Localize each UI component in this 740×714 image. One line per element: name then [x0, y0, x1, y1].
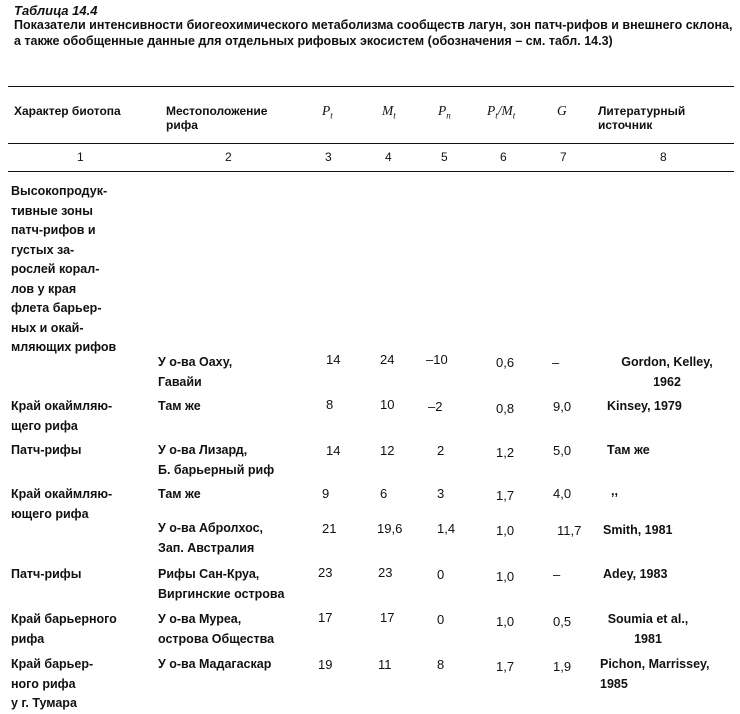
cell-location: Там же [158, 487, 201, 501]
cell-mt: 11 [378, 657, 392, 672]
cell-pn: 1,4 [437, 521, 456, 536]
cell-g: – [552, 355, 560, 370]
cell-pn: –2 [428, 399, 443, 414]
cell-location: У о-ва Оаху, Гавайи [158, 355, 233, 389]
cell-source: Soumia et al., 1981 [607, 612, 689, 646]
cell-source: Pichon, Marrissey, 1985 [600, 657, 710, 691]
cell-pt: 14 [326, 352, 341, 367]
cell-pt: 23 [318, 565, 333, 580]
cell-location: У о-ва Лизард, Б. барьерный риф [158, 443, 275, 477]
cell-biotope: Край окаймляю- ющего рифа [11, 487, 113, 521]
cell-pt: 19 [318, 657, 333, 672]
cell-pt: 21 [322, 521, 337, 536]
header-divider [8, 143, 734, 144]
cell-mt: 23 [378, 565, 393, 580]
cell-location: Там же [158, 399, 201, 413]
table-caption: Показатели интенсивности биогеохимического метаболизма сообществ лагун, зон патч-рифов и внешнего склона, а также обобщенные данные для отдельных рифовых экосистем (обозначения – см. табл. 14.3) [14, 18, 733, 48]
table-label: Таблица 14.4 [14, 3, 98, 18]
header-pt-mt: $P_t/M_t$ [487, 103, 516, 121]
cell-g: 11,7 [557, 523, 582, 538]
column-number-2: 2 [225, 150, 232, 164]
cell-pt-mt: 0,8 [496, 401, 515, 416]
cell-g: – [553, 567, 561, 582]
column-number-1: 1 [77, 150, 84, 164]
header-biotope: Характер биотопа [14, 104, 121, 118]
cell-pt-mt: 1,7 [496, 659, 515, 674]
column-number-8: 8 [660, 150, 667, 164]
cell-biotope: Патч-рифы [11, 567, 82, 581]
cell-biotope: Край барьерного рифа [11, 612, 117, 646]
cell-source: Smith, 1981 [603, 523, 673, 537]
cell-pt-mt: 1,0 [496, 614, 515, 629]
cell-pn: –10 [426, 352, 448, 367]
cell-mt: 6 [380, 486, 388, 501]
cell-pn: 0 [437, 612, 445, 627]
cell-source: Adey, 1983 [603, 567, 668, 581]
cell-location: У о-ва Мадагаскар [158, 657, 272, 671]
header-pt: $P_t$ [322, 103, 333, 121]
cell-biotope: Край окаймляю- щего рифа [11, 399, 113, 433]
cell-g: 9,0 [553, 399, 572, 414]
cell-biotope: Патч-рифы [11, 443, 82, 457]
cell-pn: 3 [437, 486, 445, 501]
cell-pn: 2 [437, 443, 445, 458]
cell-pt-mt: 1,2 [496, 445, 515, 460]
cell-pt: 14 [326, 443, 341, 458]
column-number-4: 4 [385, 150, 392, 164]
cell-g: 4,0 [553, 486, 572, 501]
cell-pn: 0 [437, 567, 445, 582]
cell-pt: 8 [326, 397, 334, 412]
cell-source: Kinsey, 1979 [607, 399, 682, 413]
header-mt: $M_t$ [382, 103, 396, 121]
cell-pt-mt: 1,7 [496, 488, 515, 503]
column-number-5: 5 [441, 150, 448, 164]
cell-source: Там же [607, 443, 650, 457]
cell-location: У о-ва Муреа, острова Общества [158, 612, 275, 646]
cell-mt: 10 [380, 397, 395, 412]
cell-mt: 12 [380, 443, 395, 458]
cell-source: ,, [611, 484, 618, 498]
column-number-divider [8, 171, 734, 172]
cell-location: Рифы Сан-Круа, Виргинские острова [158, 567, 285, 601]
header-source: Литературный источник [598, 104, 686, 132]
cell-pt: 17 [318, 610, 333, 625]
cell-pt-mt: 1,0 [496, 569, 515, 584]
column-number-6: 6 [500, 150, 507, 164]
header-location: Местоположение рифа [166, 104, 268, 132]
cell-g: 1,9 [553, 659, 572, 674]
cell-mt: 17 [380, 610, 395, 625]
cell-location: У о-ва Абролхос, Зап. Австралия [158, 521, 264, 555]
cell-biotope: Высокопродук- тивные зоны патч-рифов и густых за- рослей корал- лов у края флета барьер- ных и окай- мляющих рифов [11, 184, 117, 354]
cell-mt: 19,6 [377, 521, 403, 536]
header-pn: $P_n$ [438, 103, 451, 121]
cell-pt-mt: 1,0 [496, 523, 515, 538]
column-number-3: 3 [325, 150, 332, 164]
cell-g: 5,0 [553, 443, 572, 458]
cell-biotope: Край барьер- ного рифа у г. Тумара [11, 657, 94, 710]
cell-pn: 8 [437, 657, 445, 672]
cell-pt-mt: 0,6 [496, 355, 515, 370]
header-g: G [557, 103, 567, 118]
table-top-rule [8, 86, 734, 87]
column-number-7: 7 [560, 150, 567, 164]
cell-mt: 24 [380, 352, 395, 367]
cell-g: 0,5 [553, 614, 572, 629]
cell-pt: 9 [322, 486, 330, 501]
cell-source: Gordon, Kelley, 1962 [621, 355, 713, 389]
